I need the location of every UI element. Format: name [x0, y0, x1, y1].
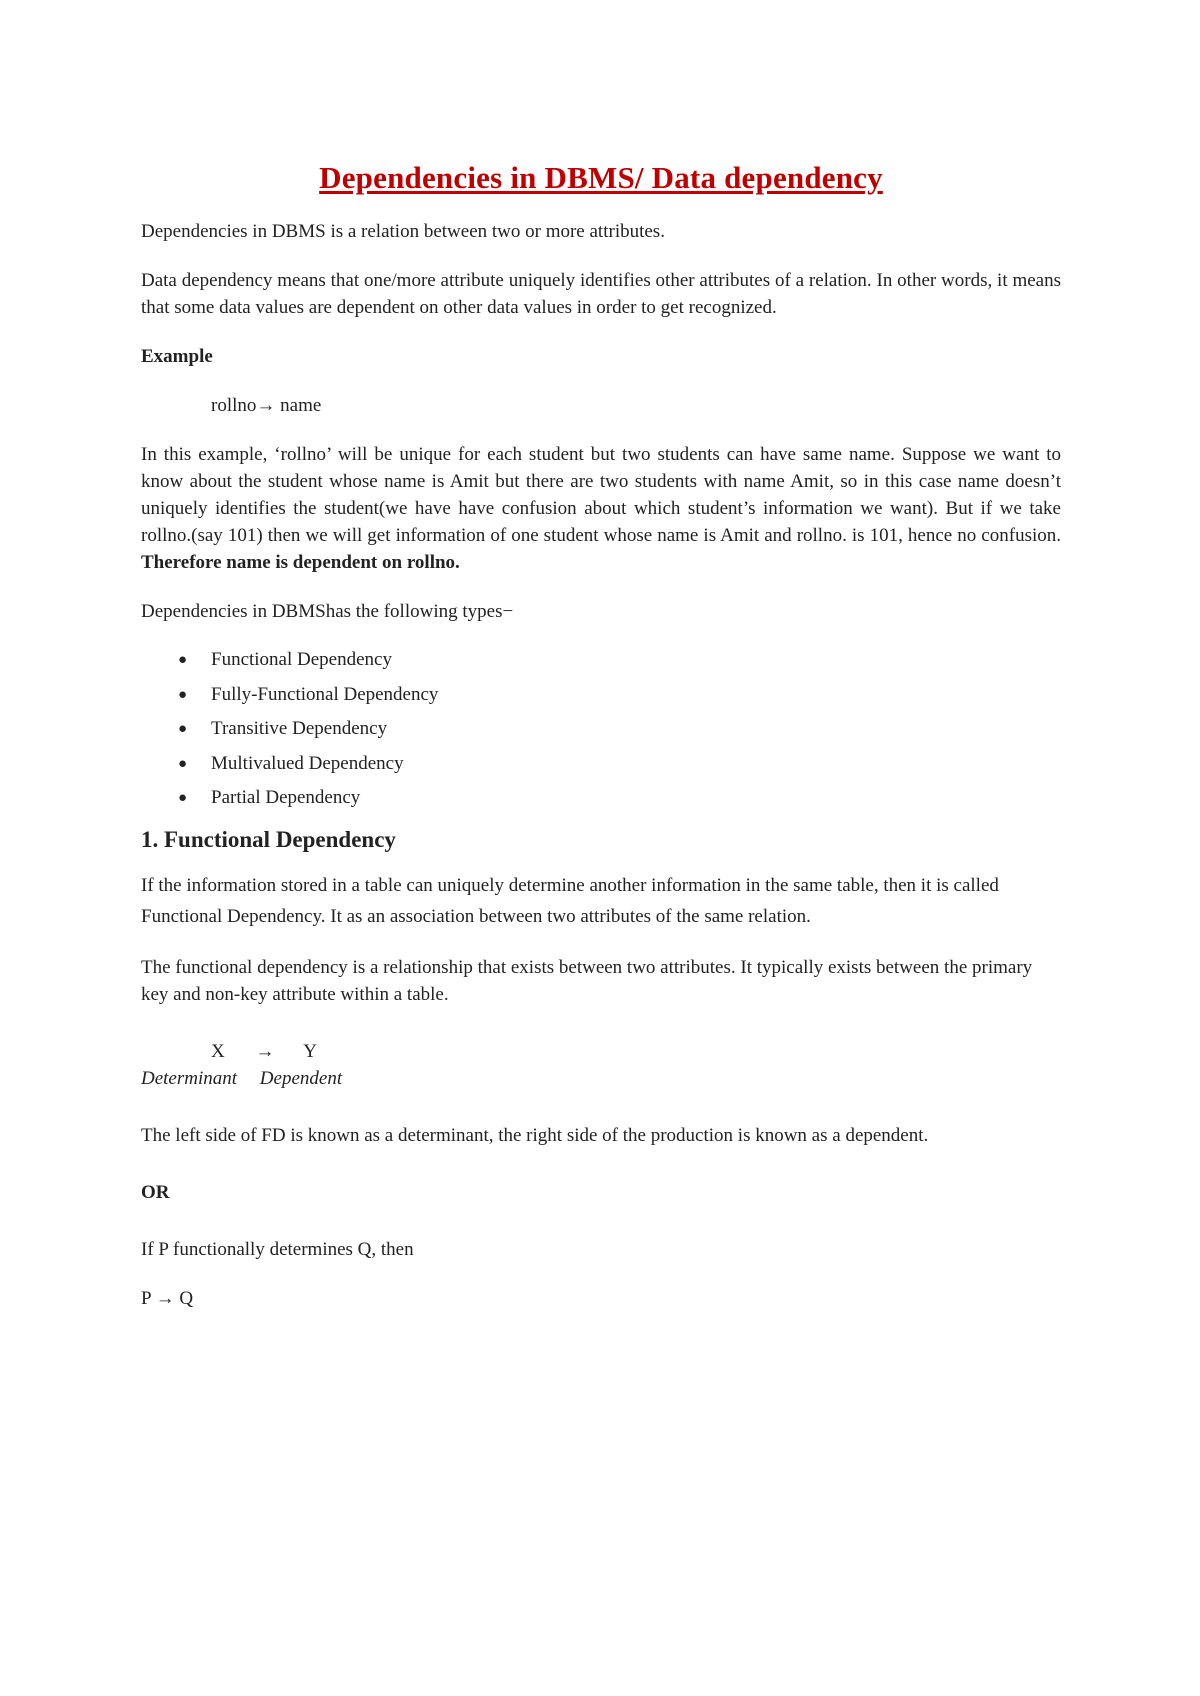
list-item: ● Functional Dependency	[211, 643, 1061, 678]
fd-paragraph-2: The functional dependency is a relationship that exists between two attributes. It typically exists between the primary key and non-key attribute within a table.	[141, 956, 1033, 1005]
document-body	[141, 160, 1061, 1312]
example-conclusion: Therefore name is dependent on rollno.	[141, 552, 460, 573]
list-item: ● Fully-Functional Dependency	[211, 678, 1061, 713]
list-item: ● Partial Dependency	[211, 781, 1061, 816]
fd-determinant-symbol: X	[211, 1040, 225, 1062]
bullet-icon: ●	[178, 790, 188, 806]
bullet-icon: ●	[178, 755, 188, 772]
fd-paragraph-1: If the information stored in a table can uniquely determine another information in the same table, then it is called Functional Dependency. It as an association between two attributes of the same relation.	[141, 874, 999, 927]
or-label: OR	[141, 1181, 170, 1203]
bullet-icon: ●	[178, 686, 188, 703]
example-expression: rollno→ name	[211, 395, 322, 416]
definition-paragraph: Data dependency means that one/more attribute uniquely identifies other attributes of a relation. In other words, it means that some data values are dependent on other data values in order to get recognized.	[141, 270, 1061, 318]
bullet-icon: ●	[178, 652, 188, 668]
fd-formula: P → Q	[141, 1287, 194, 1309]
fd-notation	[141, 1038, 1061, 1065]
bullet-icon: ●	[178, 721, 188, 737]
fd-label-dependent: Dependent	[259, 1067, 343, 1089]
dependency-types-list	[141, 643, 1061, 816]
fd-dependent-symbol: Y	[303, 1040, 317, 1062]
list-item: ● Multivalued Dependency	[211, 747, 1061, 782]
document-title: Dependencies in DBMS/ Data dependency	[319, 160, 883, 195]
types-intro: Dependencies in DBMShas the following types−	[141, 601, 514, 622]
fd-label-determinant: Determinant	[141, 1067, 238, 1089]
fd-arrow: →	[255, 1040, 275, 1062]
fd-notation-labels	[141, 1065, 1061, 1092]
example-heading: Example	[141, 346, 213, 367]
list-item: ● Transitive Dependency	[211, 712, 1061, 747]
fd-paragraph-4: If P functionally determines Q, then	[141, 1238, 414, 1260]
section-heading-functional-dependency: 1. Functional Dependency	[141, 826, 396, 852]
example-explanation	[141, 441, 1061, 576]
intro-paragraph: Dependencies in DBMS is a relation between two or more attributes.	[141, 221, 665, 242]
fd-paragraph-3: The left side of FD is known as a determinant, the right side of the production is known as a dependent.	[141, 1124, 929, 1146]
example-explanation-text: In this example, ‘rollno’ will be unique for each student but two students can have same name. Suppose we want to know about the student whose name is Amit but there are two students with name Amit, so in this case name doesn’t uniquely identifies the student(we have have confusion about which student’s information we want). But if we take rollno.(say 101) then we will get information of one student whose name is Amit and rollno. is 101, hence no confusion.	[141, 444, 1061, 546]
